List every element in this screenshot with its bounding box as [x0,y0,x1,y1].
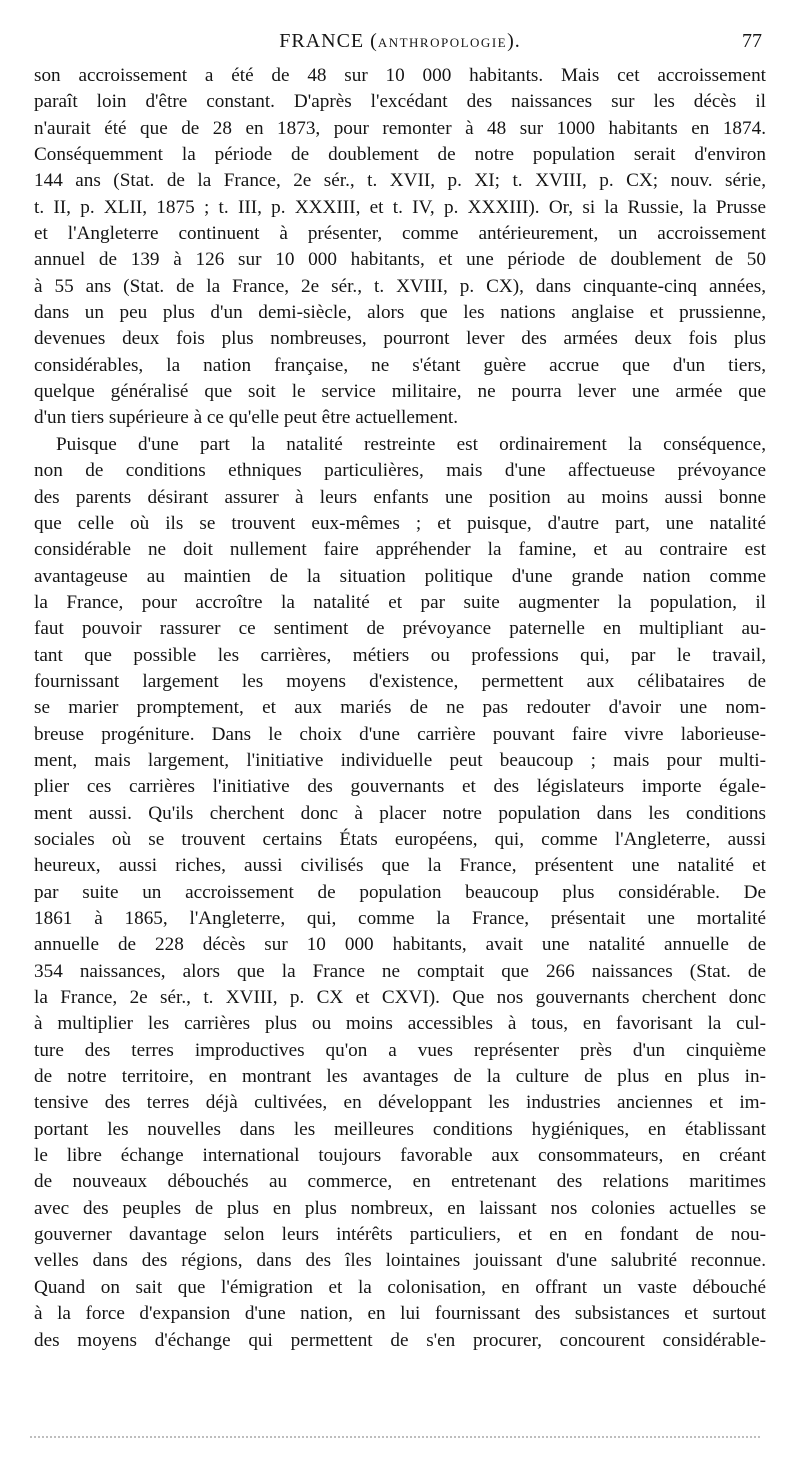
paragraph [34,63,766,432]
text-line: 354 naissances, alors que la France ne comptait que 266 naissances (Stat. de [34,960,766,982]
text-line: portant les nouvelles dans les meilleures conditions hygiéniques, en établissant [34,1118,766,1140]
text-line: Quand on sait que l'émigration et la colonisation, en offrant un vaste débouché [34,1276,766,1298]
text-line: dans un peu plus d'un demi-siècle, alors que les nations anglaise et prussienne, [34,302,766,324]
text-line: à la force d'expansion d'une nation, en lui fournissant des subsistances et surtout [34,1303,766,1325]
running-title-close: ). [507,30,521,52]
text-line: Puisque d'une part la natalité restreinte est ordinairement la conséquence, [56,433,766,455]
text-line: quelque généralisé que soit le service militaire, ne pourra lever une armée que [34,381,766,403]
paragraph [34,432,766,1354]
text-line: de notre territoire, en montrant les avantages de la culture de plus en plus in- [34,1066,766,1088]
running-title-subtitle: ANTHROPOLOGIE [377,35,508,50]
text-line: tant que possible les carrières, métiers ou professions qui, par le travail, [34,644,766,666]
text-line: paraît loin d'être constant. D'après l'excédant des naissances sur les décès il [34,91,766,113]
running-title-main: FRANCE ( [279,30,378,52]
text-line: à 55 ans (Stat. de la France, 2e sér., t. XVIII, p. CX), dans cinquante-cinq années, [34,275,766,297]
text-line: tensive des terres déjà cultivées, en développant les industries anciennes et im- [34,1092,766,1114]
text-line: plier ces carrières l'initiative des gouvernants et des législateurs importe égale- [34,776,766,798]
text-line: heureux, aussi riches, aussi civilisés que la France, présentent une natalité et [34,855,766,877]
text-line: à multiplier les carrières plus ou moins accessibles à tous, en favorisant la cul- [34,1013,766,1035]
text-line: annuelle de 228 décès sur 10 000 habitants, avait une natalité annuelle de [34,934,766,956]
text-line: ment, mais largement, l'initiative individuelle peut beaucoup ; mais pour multi- [34,749,766,771]
text-line: la France, pour accroître la natalité et par suite augmenter la population, il [34,591,766,613]
text-line: le libre échange international toujours favorable aux consommateurs, en créant [34,1145,766,1167]
text-line: de nouveaux débouchés au commerce, en entretenant des relations maritimes [34,1171,766,1193]
text-line: faut pouvoir rassurer ce sentiment de prévoyance paternelle en multipliant au- [34,618,766,640]
text-line: se marier promptement, et aux mariés de ne pas redouter d'avoir une nom- [34,697,766,719]
text-line: 144 ans (Stat. de la France, 2e sér., t. XVII, p. XI; t. XVIII, p. CX; nouv. série, [34,170,766,192]
text-line: n'aurait été que de 28 en 1873, pour remonter à 48 sur 1000 habitants en 1874. [34,117,766,139]
text-line: et l'Angleterre continuent à présenter, comme antérieurement, un accroissement [34,223,766,245]
bottom-scan-artifact [30,1436,760,1442]
text-line: des moyens d'échange qui permettent de s'en procurer, concourent considérable- [34,1329,766,1351]
text-line: avec des peuples de plus en plus nombreux, en laissant nos colonies actuelles se [34,1197,766,1219]
text-line: devenues deux fois plus nombreuses, pourront lever des armées deux fois plus [34,328,766,350]
text-line: considérables, la nation française, ne s'étant guère accrue que d'un tiers, [34,354,766,376]
text-line: avantageuse au maintien de la situation politique d'une grande nation comme [34,565,766,587]
body-text [34,63,766,1354]
text-line: ment aussi. Qu'ils cherchent donc à placer notre population dans les conditions [34,802,766,824]
text-line: t. II, p. XLII, 1875 ; t. III, p. XXXIII, et t. IV, p. XXXIII). Or, si la Russie, la Prusse [34,196,766,218]
text-line: sociales où se trouvent certains États européens, qui, comme l'Angleterre, aussi [34,828,766,850]
text-line: des parents désirant assurer à leurs enfants une position au moins aussi bonne [34,486,766,508]
text-line: ture des terres improductives qu'on a vues représenter près d'un cinquième [34,1039,766,1061]
running-title [34,30,766,53]
text-line: fournissant largement les moyens d'existence, permettent aux célibataires de [34,670,766,692]
text-line: 1861 à 1865, l'Angleterre, qui, comme la France, présentait une mortalité [34,908,766,929]
running-header [34,30,766,58]
text-line: annuel de 139 à 126 sur 10 000 habitants, et une période de doublement de 50 [34,249,766,271]
text-line: velles dans des régions, dans des îles lointaines jouissant d'une salubrité reconnue. [34,1250,766,1272]
text-line: Conséquemment la période de doublement de notre population serait d'environ [34,144,766,166]
text-line: la France, 2e sér., t. XVIII, p. CX et CXVI). Que nos gouvernants cherchent donc [34,987,766,1009]
text-line: par suite un accroissement de population beaucoup plus considérable. De [34,881,766,903]
text-line: breuse progéniture. Dans le choix d'une carrière pouvant faire vivre laborieuse- [34,723,766,745]
page-number: 77 [742,30,762,52]
text-line: d'un tiers supérieure à ce qu'elle peut être actuellement. [34,407,459,429]
text-line: considérable ne doit nullement faire appréhender la famine, et au contraire est [34,539,766,561]
text-line: non de conditions ethniques particulières, mais d'une affectueuse prévoyance [34,460,766,482]
text-line: que celle où ils se trouvent eux-mêmes ; et puisque, d'autre part, une natalité [34,512,766,534]
text-line: son accroissement a été de 48 sur 10 000 habitants. Mais cet accroissement [34,65,766,86]
text-line: gouverner davantage selon leurs intérêts particuliers, et en en fondant de nou- [34,1224,766,1246]
